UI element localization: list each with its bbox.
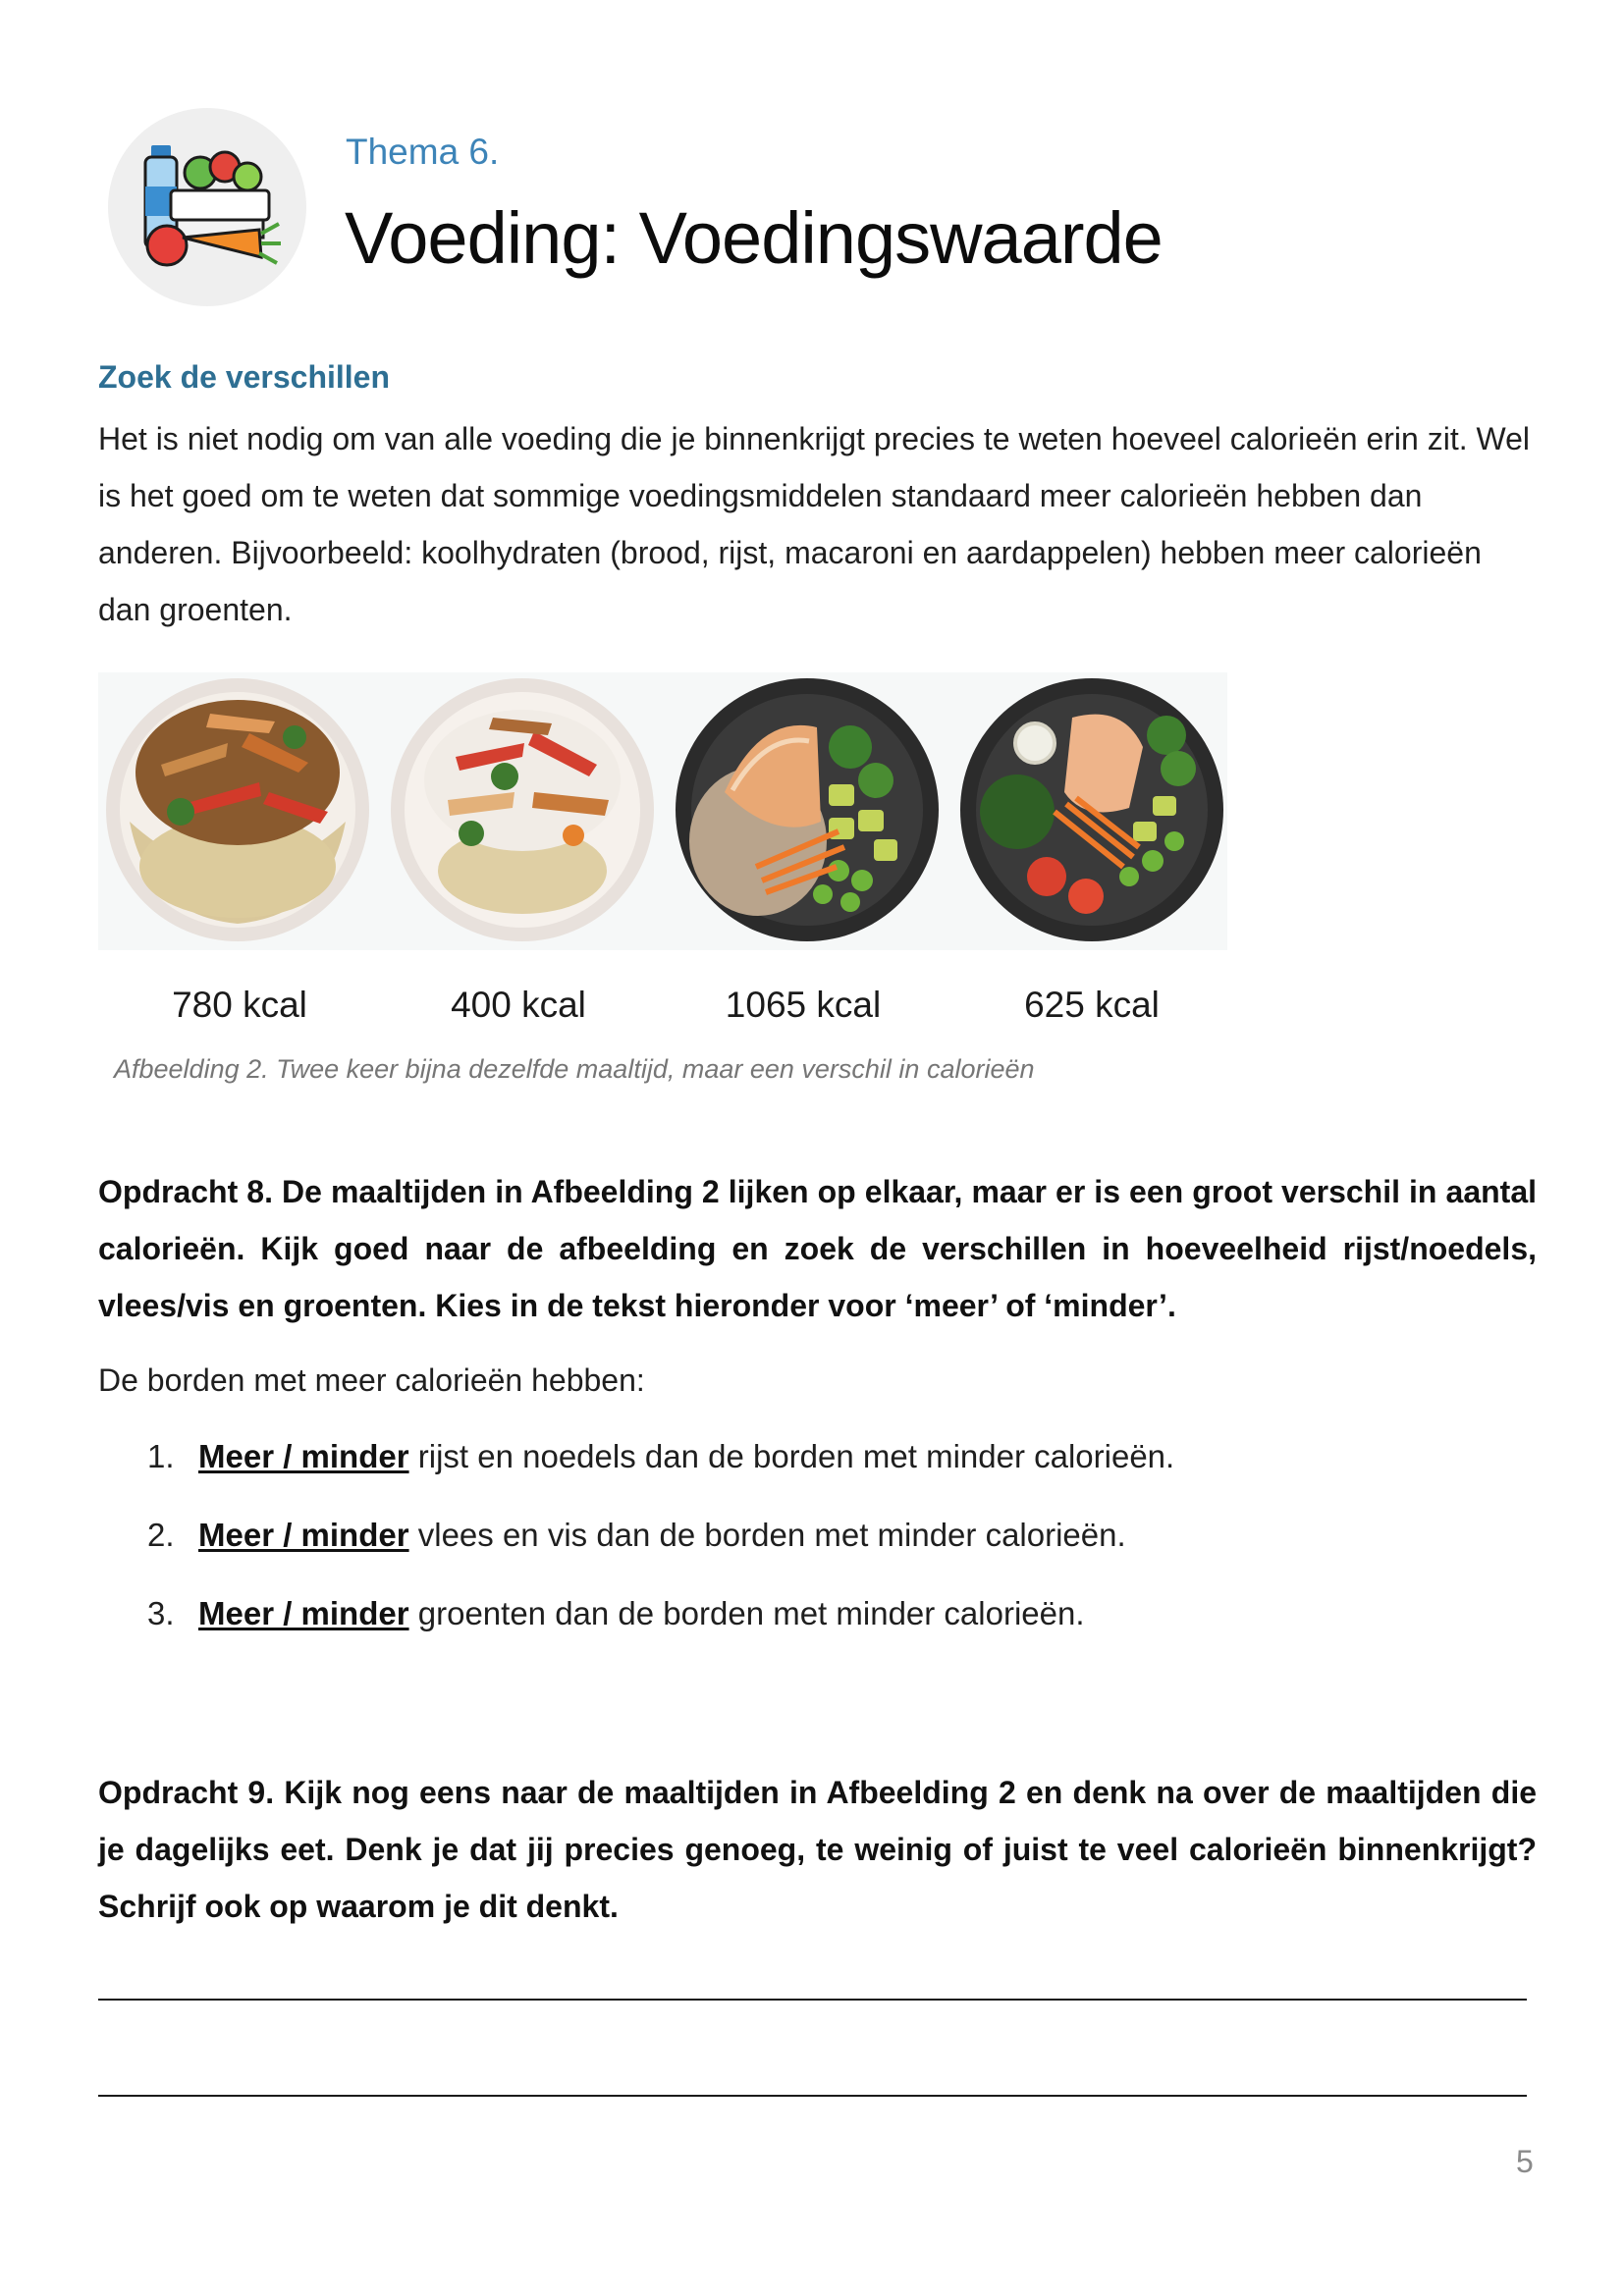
kcal-label-2: 400 kcal	[451, 985, 586, 1025]
theme-logo	[108, 108, 306, 306]
choice-item-3	[147, 1595, 1174, 1674]
theme-label: Thema 6.	[346, 132, 500, 172]
intro-paragraph: Het is niet nodig om van alle voeding die je binnenkrijgt precies te weten hoeveel calorieën erin zit. Wel is het goed om te weten dat sommige voedingsmiddelen standaard meer calorieën hebben dan anderen. Bijvoorbeeld: koolhydraten (brood, rijst, macaroni en aardappelen) hebben meer calorieën dan groenten.	[98, 421, 1531, 627]
plate-image-3	[672, 674, 943, 945]
figure-caption: Afbeelding 2. Twee keer bijna dezelfde maaltijd, maar een verschil in calorieën	[114, 1054, 1035, 1084]
assignment-8-lead: De borden met meer calorieën hebben:	[98, 1362, 645, 1398]
section-heading: Zoek de verschillen	[98, 359, 391, 395]
answer-line-2[interactable]	[98, 2095, 1527, 2097]
item-number: 1.	[147, 1438, 175, 1474]
item-number: 3.	[147, 1595, 175, 1631]
meer-minder-choice-1[interactable]: Meer / minder	[198, 1438, 409, 1474]
plate-image-4	[956, 674, 1227, 945]
choice-list	[147, 1438, 1174, 1674]
meal-images	[98, 672, 1227, 950]
choice-item-2	[147, 1517, 1174, 1595]
item-text: groenten dan de borden met minder calorieën.	[408, 1595, 1085, 1631]
item-text: rijst en noedels dan de borden met minder calorieën.	[408, 1438, 1175, 1474]
page-title: Voeding: Voedingswaarde	[345, 197, 1163, 279]
kcal-label-4: 625 kcal	[1024, 985, 1160, 1025]
choice-item-1	[147, 1438, 1174, 1517]
food-basket-icon	[132, 135, 283, 283]
kcal-label-3: 1065 kcal	[725, 985, 882, 1025]
plate-image-2	[387, 674, 658, 945]
kcal-label-1: 780 kcal	[172, 985, 307, 1025]
assignment-8: Opdracht 8. De maaltijden in Afbeelding 2 lijken op elkaar, maar er is een groot verschil in aantal calorieën. Kijk goed naar de afbeelding en zoek de verschillen in hoeveelheid rijst/noedels, vlees/vis en groenten. Kies in de tekst hieronder voor ‘meer’ of ‘minder’.	[98, 1174, 1537, 1323]
answer-line-1[interactable]	[98, 1999, 1527, 2001]
item-number: 2.	[147, 1517, 175, 1553]
assignment-9: Opdracht 9. Kijk nog eens naar de maaltijden in Afbeelding 2 en denk na over de maaltijden die je dagelijks eet. Denk je dat jij precies genoeg, te weinig of juist te veel calorieën binnenkrijgt? Schrijf ook op waarom je dit denkt.	[98, 1775, 1537, 1924]
item-text: vlees en vis dan de borden met minder calorieën.	[408, 1517, 1126, 1553]
meer-minder-choice-3[interactable]: Meer / minder	[198, 1595, 409, 1631]
plate-image-1	[102, 674, 373, 945]
meer-minder-choice-2[interactable]: Meer / minder	[198, 1517, 409, 1553]
page-number: 5	[1516, 2144, 1534, 2179]
